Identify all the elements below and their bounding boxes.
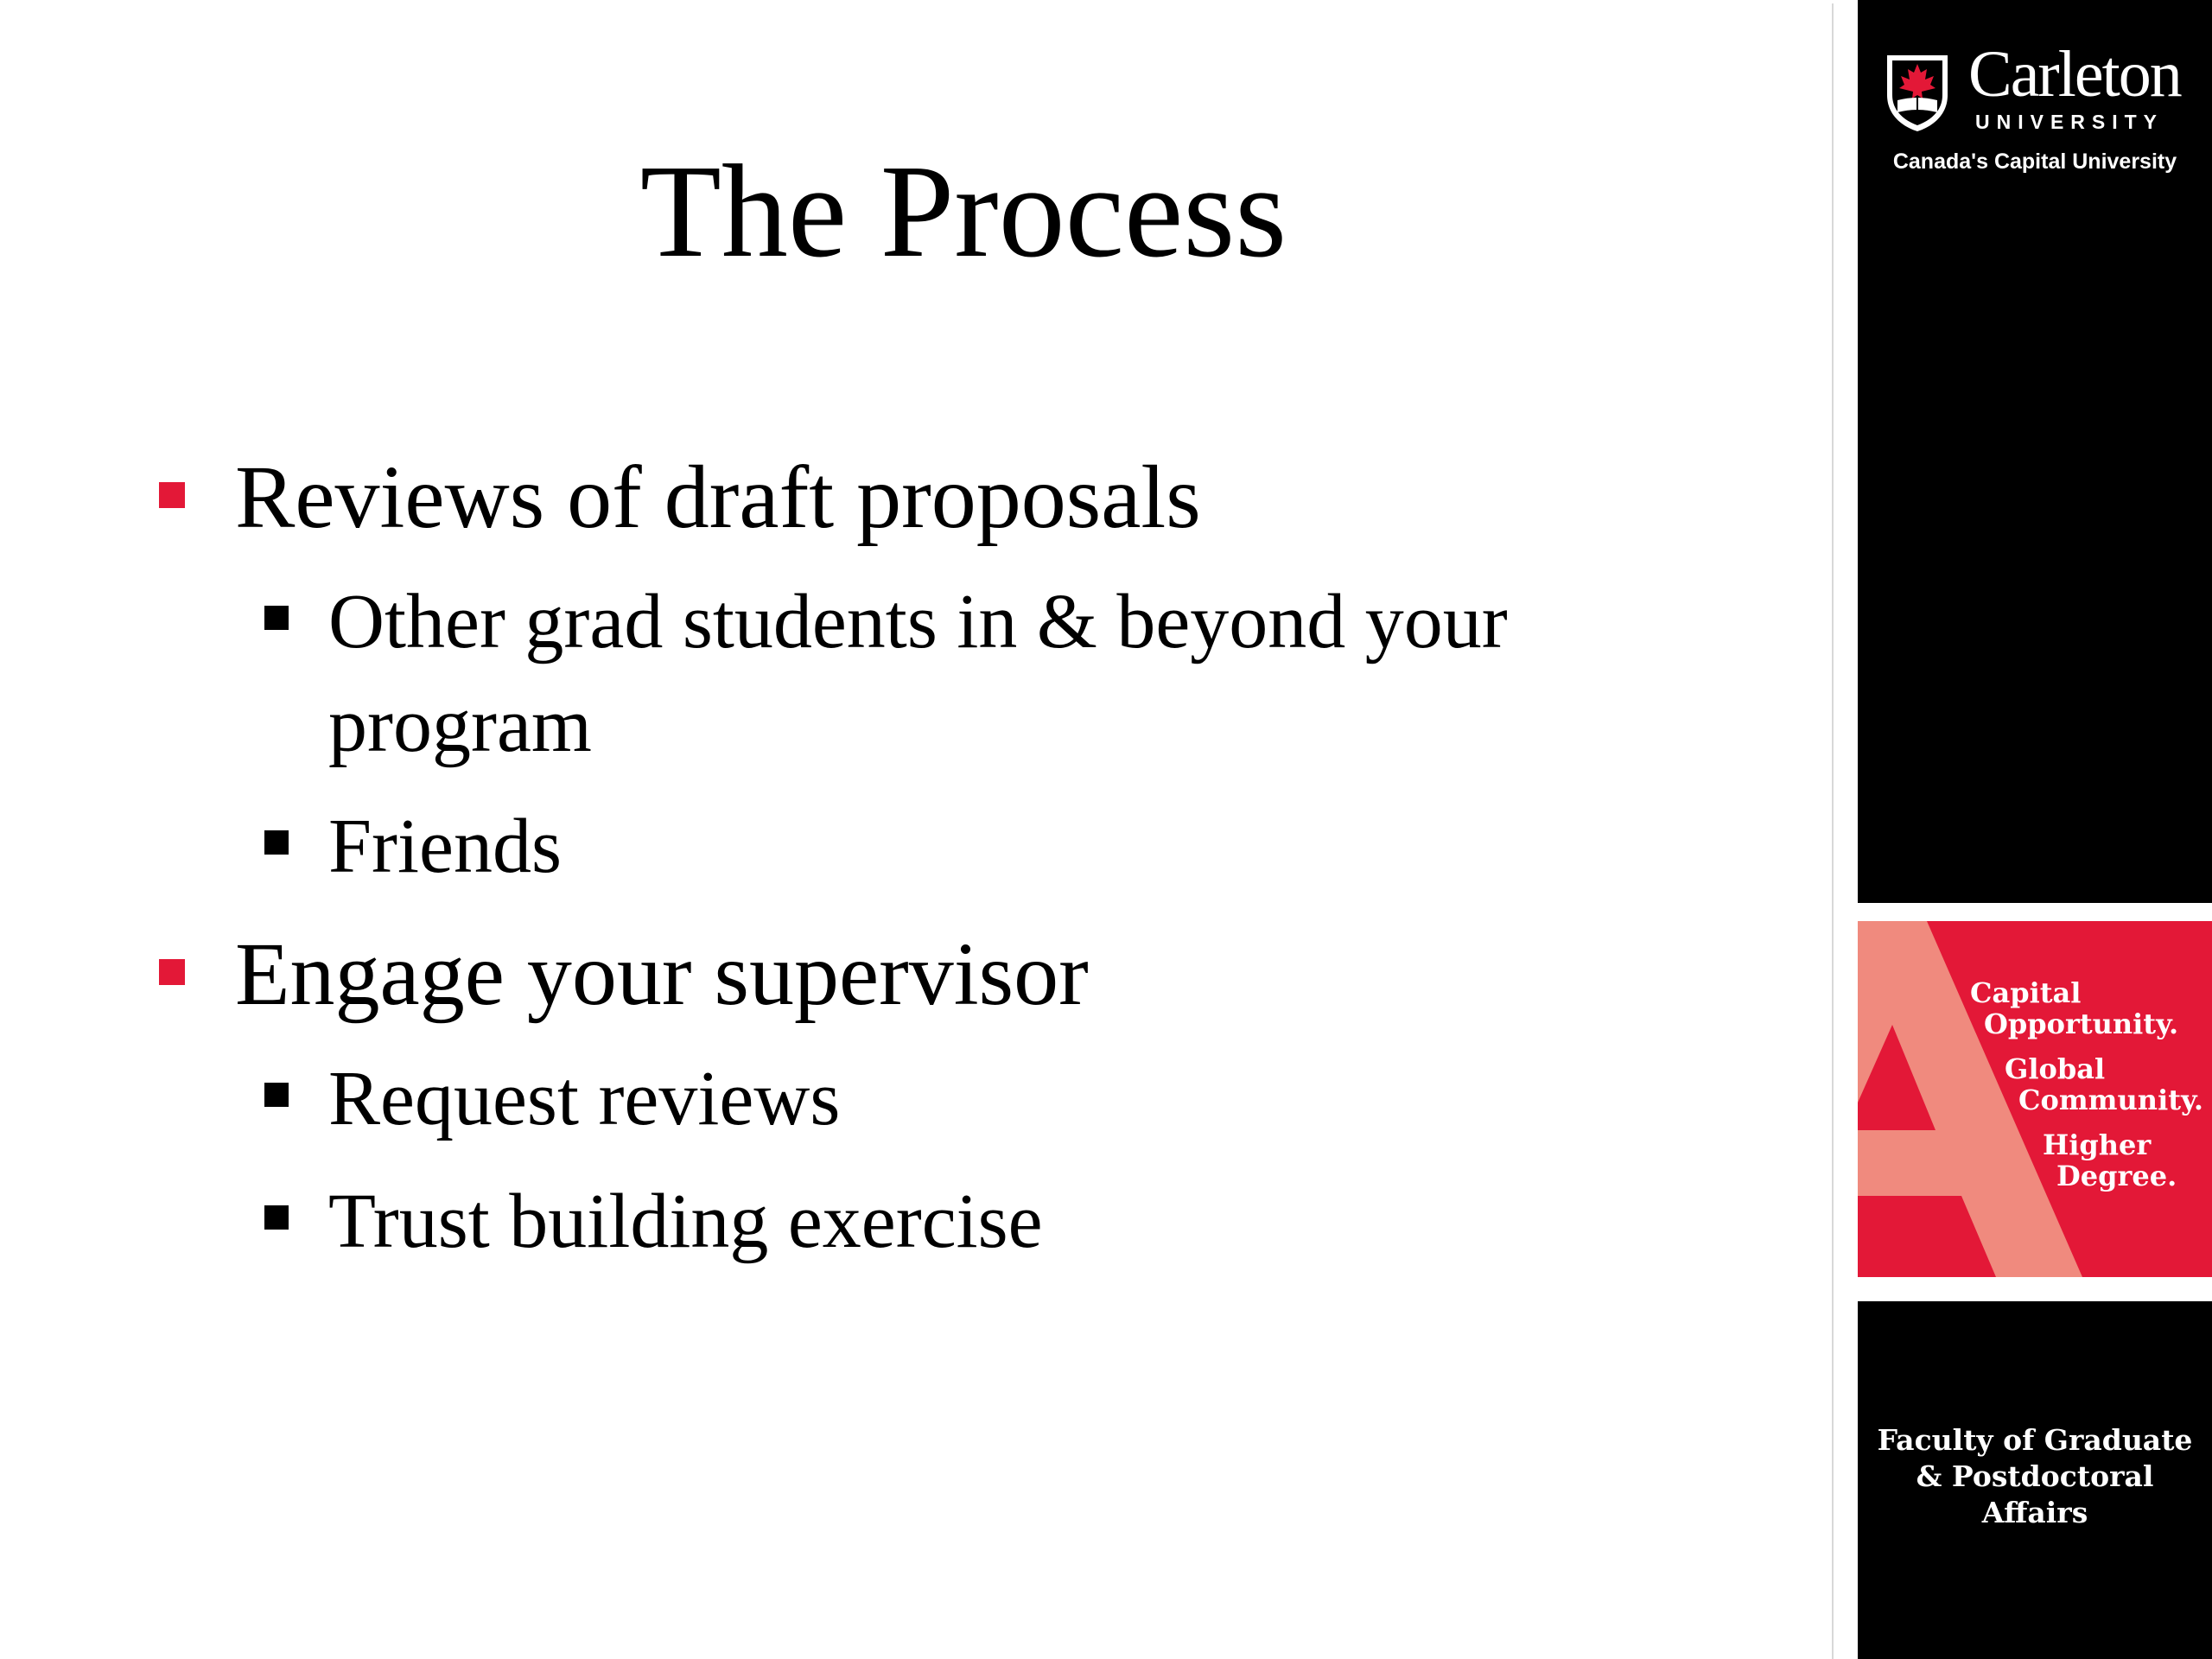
faculty-name bbox=[1858, 1422, 2212, 1531]
university-wordmark bbox=[1968, 38, 2210, 133]
slogan-text bbox=[1970, 977, 2212, 1192]
maple-leaf-shield-icon bbox=[1882, 50, 1953, 133]
sub-bullet-text: Trust building exercise bbox=[328, 1179, 1043, 1264]
black-square-bullet-icon bbox=[264, 830, 289, 855]
bullet-item bbox=[156, 441, 1694, 555]
sidebar-divider bbox=[1832, 3, 1834, 1659]
sub-bullet-text: Friends bbox=[328, 804, 562, 889]
sub-bullet-text: Other grad students in & beyond your program bbox=[328, 579, 1508, 768]
sub-bullet-item bbox=[328, 1170, 1694, 1274]
slogan-line: Higher bbox=[2043, 1128, 2152, 1161]
slide-title: The Process bbox=[639, 138, 1287, 285]
university-name: Carleton bbox=[1968, 38, 2181, 111]
faculty-line: & Postdoctoral bbox=[1916, 1459, 2154, 1493]
black-square-bullet-icon bbox=[264, 1205, 289, 1230]
slogan-line: Opportunity. bbox=[1984, 1007, 2179, 1040]
red-square-bullet-icon bbox=[159, 482, 185, 508]
sub-bullet-item bbox=[328, 795, 1694, 899]
faculty-line: Faculty of Graduate bbox=[1877, 1423, 2193, 1457]
logo-panel bbox=[1858, 0, 2212, 903]
faculty-line: Affairs bbox=[1981, 1496, 2088, 1529]
bullet-text: Engage your supervisor bbox=[235, 925, 1089, 1024]
slogan-line: Community. bbox=[2018, 1084, 2204, 1116]
bullet-list bbox=[156, 441, 1694, 1274]
red-square-bullet-icon bbox=[159, 959, 185, 985]
university-tagline: Canada's Capital University bbox=[1892, 149, 2177, 174]
black-square-bullet-icon bbox=[264, 1083, 289, 1107]
university-subname: UNIVERSITY bbox=[1975, 111, 2164, 133]
slogan-line: Global bbox=[2005, 1052, 2106, 1085]
bullet-text: Reviews of draft proposals bbox=[235, 448, 1201, 547]
faculty-panel bbox=[1858, 1301, 2212, 1659]
black-square-bullet-icon bbox=[264, 606, 289, 630]
slogan-panel bbox=[1858, 921, 2212, 1277]
bullet-item bbox=[156, 918, 1694, 1032]
sub-bullet-item bbox=[328, 570, 1676, 778]
brand-sidebar bbox=[1832, 0, 2212, 1659]
sub-bullet-item bbox=[328, 1047, 1694, 1151]
slogan-line: Degree. bbox=[2056, 1160, 2177, 1192]
slogan-line: Capital bbox=[1970, 976, 2082, 1009]
sub-bullet-text: Request reviews bbox=[328, 1056, 841, 1141]
